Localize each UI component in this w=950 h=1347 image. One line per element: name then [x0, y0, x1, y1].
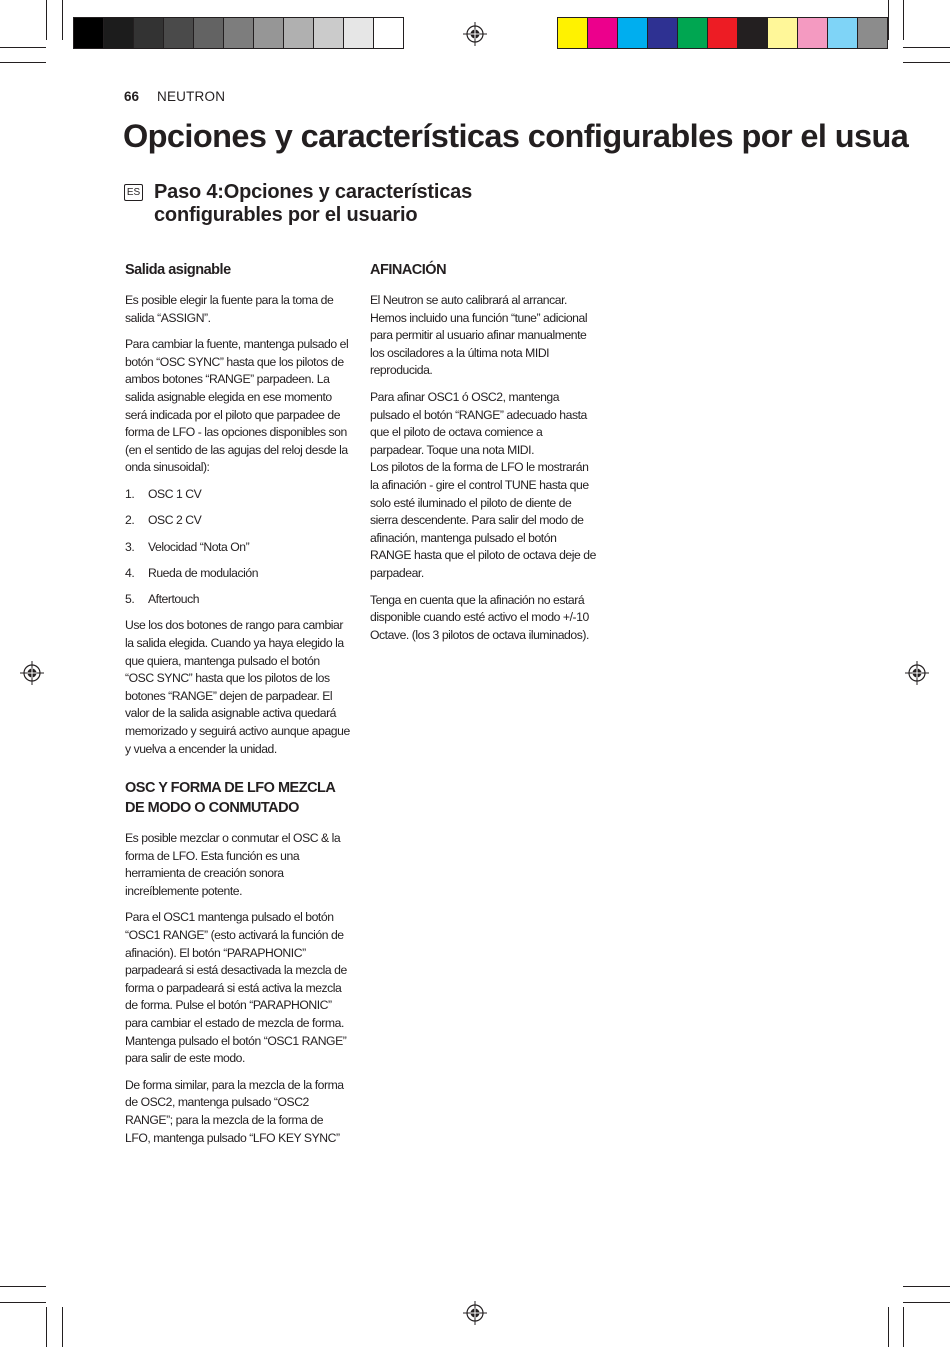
crop-vline-bottom-right [888, 1307, 889, 1347]
list-item: 4. Rueda de modulación [125, 565, 259, 580]
chapter-title: Opciones y características configurables por el usua [123, 118, 909, 154]
paragraph: Para afinar OSC1 ó OSC2, mantenga pulsado el botón “RANGE” adecuado hasta que el piloto de octava comience a parpadear. Toque una nota MIDI. Los pilotos de la forma de LFO le mostrarán la afinación - gire el control TUNE hasta que solo esté iluminado el piloto de diente de sierra descendente. Para salir del modo de afinación, mantenga pulsado el botón RANGE hasta que el piloto de octava deje de parpadear. [370, 389, 596, 580]
section-heading-assignable-output: Salida asignable [125, 262, 231, 278]
color-swatch [708, 18, 738, 48]
list-item: 5. Aftertouch [125, 592, 200, 607]
gray-swatch [254, 18, 284, 48]
gray-swatch [314, 18, 344, 48]
color-swatch [798, 18, 828, 48]
color-swatch [648, 18, 678, 48]
paragraph: Es posible elegir la fuente para la toma de salida “ASSIGN”. [125, 293, 334, 325]
registration-mark-left-icon [20, 661, 44, 685]
paragraph: El Neutron se auto calibrará al arrancar. Hemos incluido una función “tune” adicional para permitir al usuario afinar manualmente los osciladores a la última nota MIDI reproducida. [370, 293, 588, 378]
crop-vline-top-right [888, 0, 889, 40]
paragraph: Para el OSC1 mantenga pulsado el botón “OSC1 RANGE” (esto activará la función de afinación). El botón “PARAPHONIC” parpadeará si está desactivada la mezcla de forma o parpadeará si está activa la mezcla de forma. Pulse el botón “PARAPHONIC” para cambiar el estado de mezcla de forma. Mantenga pulsado el botón “OSC1 RANGE” para salir de este modo. [125, 910, 347, 1066]
registration-mark-top-icon [463, 22, 487, 46]
gray-swatch [134, 18, 164, 48]
crop-vline-top-left [62, 0, 63, 40]
language-tag: ES [124, 184, 143, 201]
section-heading-tuning: AFINACIÓN [370, 262, 447, 278]
crop-line-top-right [903, 62, 950, 63]
paragraph: Use los dos botones de rango para cambiar la salida elegida. Cuando ya haya elegido la que quiera, mantenga pulsado el botón “OSC SYNC” hasta que los pilotos de los botones “RANGE” dejen de parpadear. El valor de la salida asignable activa quedará memorizado y seguirá activo aunque apague y vuelva a encender la unidad. [125, 618, 350, 756]
color-swatch [828, 18, 858, 48]
process-color-bar [557, 17, 888, 49]
gray-swatch [374, 18, 403, 48]
color-swatch [558, 18, 588, 48]
grayscale-color-bar [73, 17, 404, 49]
gray-swatch [194, 18, 224, 48]
paragraph: Tenga en cuenta que la afinación no estará disponible cuando esté activo el modo +/-10 Octave. (los 3 pilotos de octava iluminados). [370, 592, 589, 642]
paragraph: De forma similar, para la mezcla de la forma de OSC2, mantenga pulsado “OSC2 RANGE”; para la mezcla de la forma de LFO, mantenga pulsado “LFO KEY SYNC” [125, 1077, 344, 1145]
registration-mark-right-icon [905, 661, 929, 685]
running-header-product: NEUTRON [157, 89, 226, 104]
registration-mark-bottom-icon [463, 1301, 487, 1325]
color-swatch [678, 18, 708, 48]
list-item: 3. Velocidad “Nota On” [125, 539, 250, 554]
gray-swatch [164, 18, 194, 48]
gray-swatch [284, 18, 314, 48]
color-swatch [768, 18, 798, 48]
paragraph: Es posible mezclar o conmutar el OSC & la forma de LFO. Esta función es una herramienta de creación sonora increíblemente potente. [125, 831, 341, 898]
crop-vline-bottom-left [62, 1307, 63, 1347]
list-item: 1. OSC 1 CV [125, 486, 202, 501]
paragraph: Para cambiar la fuente, mantenga pulsado el botón “OSC SYNC” hasta que los pilotos de ambos botones “RANGE” parpadeen. La salida asignable elegida en ese momento será indicada por el piloto que parpadee de forma de LFO - las opciones disponibles son (en el sentido de las agujas del reloj desde la onda sinusoidal): [125, 337, 349, 475]
gray-swatch [74, 18, 104, 48]
color-swatch [588, 18, 618, 48]
left-column [125, 260, 351, 1156]
crop-line-top-left [0, 62, 46, 63]
crop-line-bottom-left [0, 1286, 46, 1287]
list-item: 2. OSC 2 CV [125, 513, 202, 528]
color-swatch [858, 18, 887, 48]
gray-swatch [104, 18, 134, 48]
gray-swatch [224, 18, 254, 48]
color-swatch [738, 18, 768, 48]
color-swatch [618, 18, 648, 48]
page-number: 66 [124, 89, 140, 104]
section-heading-osc-lfo-shape-blend: OSC Y FORMA DE LFO MEZCLA DE MODO O CONMUTADO [125, 780, 335, 817]
right-column [370, 260, 598, 653]
assignable-options-list [125, 486, 351, 609]
step-title: Paso 4:Opciones y características configurables por el usuario [154, 181, 473, 226]
gray-swatch [344, 18, 374, 48]
crop-line-bottom-right [903, 1286, 950, 1287]
